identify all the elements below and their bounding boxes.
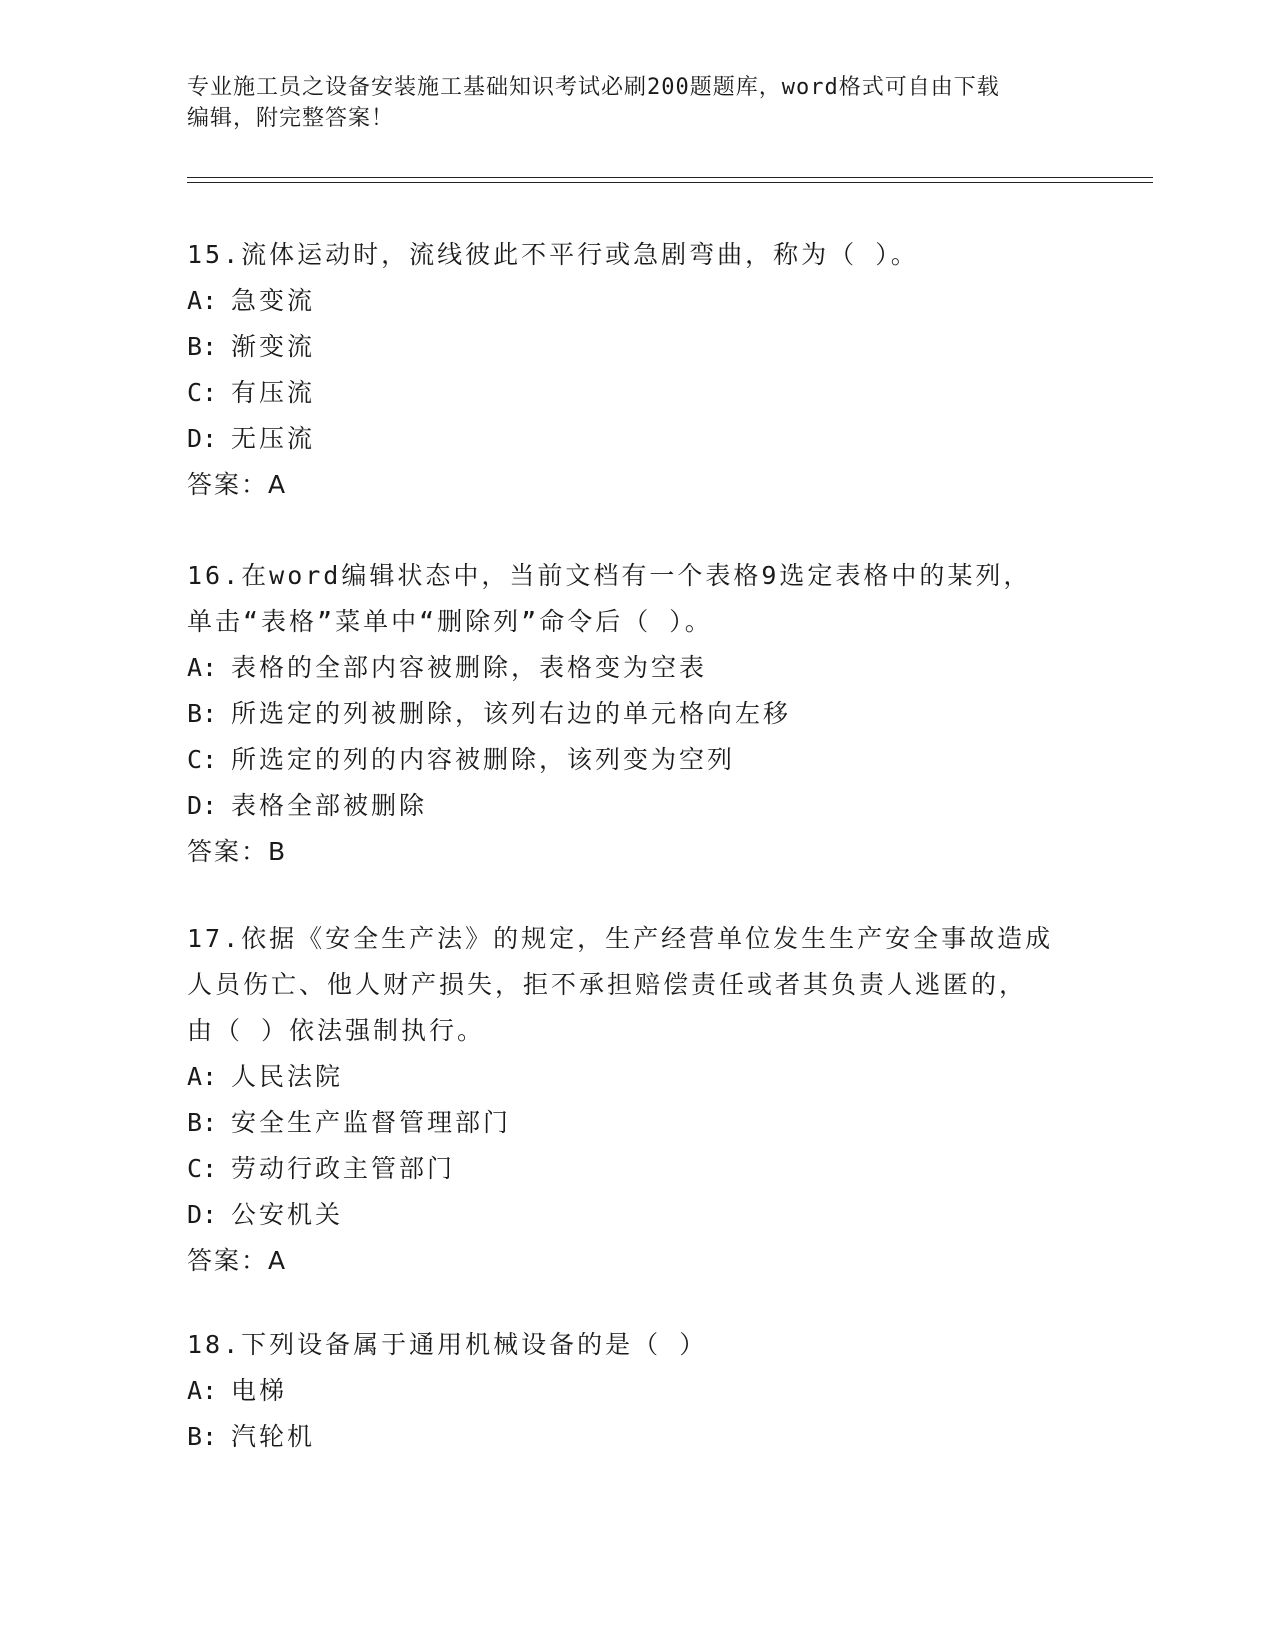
question-16	[187, 553, 1087, 875]
question-15	[187, 232, 1087, 508]
option-a: A: 急变流	[187, 286, 316, 315]
question-stem-line-2: 单击“表格”菜单中“删除列”命令后（ ）。	[187, 607, 713, 636]
header-divider-top	[187, 177, 1153, 178]
option-c: C: 所选定的列的内容被删除，该列变为空列	[187, 745, 736, 774]
header-line-2: 编辑，附完整答案！	[187, 106, 395, 131]
option-a: A: 表格的全部内容被删除，表格变为空表	[187, 653, 708, 682]
answer-line: 答案：B	[187, 837, 288, 866]
document-header	[187, 72, 1067, 134]
question-17	[187, 916, 1087, 1284]
option-c: C: 有压流	[187, 378, 316, 407]
question-18	[187, 1322, 1087, 1460]
option-b: B: 渐变流	[187, 332, 316, 361]
option-d: D: 无压流	[187, 424, 316, 453]
option-d: D: 公安机关	[187, 1200, 344, 1229]
question-stem-line-1: 17.依据《安全生产法》的规定，生产经营单位发生生产安全事故造成	[187, 924, 1054, 953]
option-a: A: 人民法院	[187, 1062, 344, 1091]
option-c: C: 劳动行政主管部门	[187, 1154, 456, 1183]
question-stem: 18.下列设备属于通用机械设备的是（ ）	[187, 1330, 708, 1359]
header-divider-bottom	[187, 182, 1153, 183]
header-line-1: 专业施工员之设备安装施工基础知识考试必刷200题题库，word格式可自由下载	[187, 75, 1000, 100]
answer-line: 答案：A	[187, 1246, 288, 1275]
option-a: A: 电梯	[187, 1376, 288, 1405]
option-b: B: 安全生产监督管理部门	[187, 1108, 512, 1137]
option-b: B: 汽轮机	[187, 1422, 316, 1451]
question-stem: 15.流体运动时，流线彼此不平行或急剧弯曲，称为（ ）。	[187, 240, 919, 269]
answer-line: 答案：A	[187, 470, 288, 499]
question-stem-line-1: 16.在word编辑状态中，当前文档有一个表格9选定表格中的某列，	[187, 561, 1032, 590]
option-d: D: 表格全部被删除	[187, 791, 428, 820]
question-stem-line-2: 人员伤亡、他人财产损失，拒不承担赔偿责任或者其负责人逃匿的，	[187, 970, 1028, 999]
question-stem-line-3: 由（ ）依法强制执行。	[187, 1016, 486, 1045]
option-b: B: 所选定的列被删除，该列右边的单元格向左移	[187, 699, 792, 728]
